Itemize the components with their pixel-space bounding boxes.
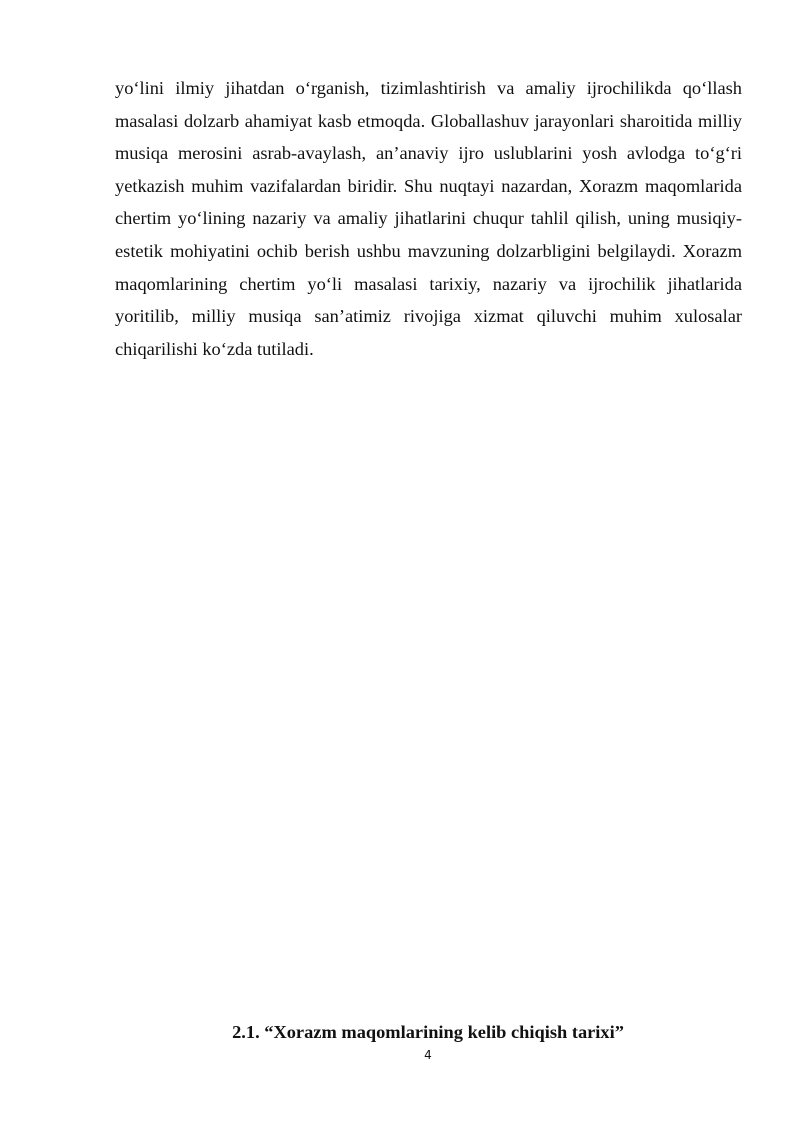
page-number: 4 (424, 1048, 432, 1062)
section-heading: 2.1. “Xorazm maqomlarining kelib chiqish tarixi” (232, 1022, 624, 1042)
body-paragraph: yo‘lini ilmiy jihatdan o‘rganish, tizimlashtirish va amaliy ijrochilikda qo‘llash masalasi dolzarb ahamiyat kasb etmoqda. Globallashuv jarayonlari sharoitida milliy musiqa merosini asrab-avaylash, an’anaviy ijro uslublarini yosh avlodga to‘g‘ri yetkazish muhim vazifalardan biridir. Shu nuqtayi nazardan, Xorazm maqomlarida chertim yo‘lining nazariy va amaliy jihatlarini chuqur tahlil qilish, uning musiqiy-estetik mohiyatini ochib berish ushbu mavzuning dolzarbligini belgilaydi. Xorazm maqomlarining chertim yo‘li masalasi tarixiy, nazariy va ijrochilik jihatlarida yoritilib, milliy musiqa san’atimiz rivojiga xizmat qiluvchi muhim xulosalar chiqarilishi ko‘zda tutiladi. (115, 78, 742, 359)
